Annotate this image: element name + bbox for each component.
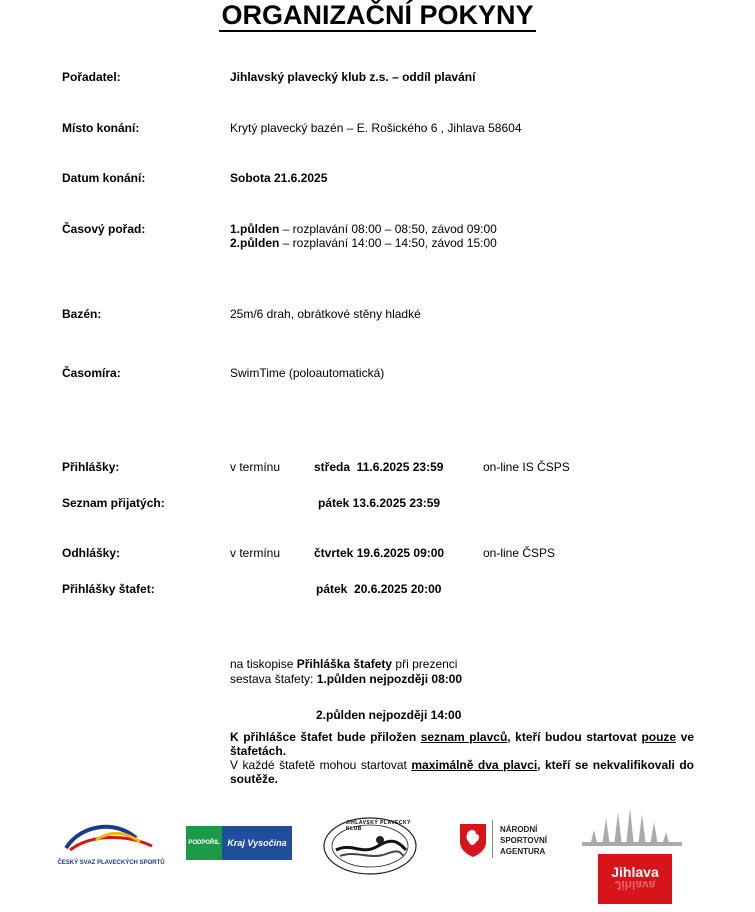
organizer-value: Jihlavský plavecký klub z.s. – oddíl plavání bbox=[230, 70, 476, 84]
jihlava-logo: Jihlava Jihlava bbox=[582, 808, 682, 908]
kraj-vysocina-logo: PODPOŘIL Kraj Vysočina bbox=[186, 826, 292, 860]
jihlava-skyline-icon bbox=[582, 808, 682, 848]
date-value: Sobota 21.6.2025 bbox=[230, 171, 328, 185]
relay-note-2: V každé štafetě mohou startovat maximálně dva plavci, kteří se nekvalifikovali do soutěže. bbox=[230, 758, 694, 786]
cssp-logo: ČESKÝ SVAZ PLAVECKÝCH SPORTŮ bbox=[56, 820, 166, 868]
schedule-label: Časový pořad: bbox=[62, 222, 146, 236]
accepted-list-date: pátek 13.6.2025 23:59 bbox=[318, 496, 441, 510]
pool-value: 25m/6 drah, obrátkové stěny hladké bbox=[230, 307, 421, 321]
entries-term: v termínu bbox=[230, 460, 281, 474]
accepted-list-label: Seznam přijatých: bbox=[62, 496, 165, 510]
withdrawals-date: čtvrtek 19.6.2025 09:00 bbox=[314, 546, 445, 560]
venue-value: Krytý plavecký bazén – E. Rošického 6 , Jihlava 58604 bbox=[230, 121, 522, 135]
relay-lineup-line: sestava štafety: 1.půlden nejpozději 08:00 bbox=[230, 672, 463, 686]
pool-label: Bazén: bbox=[62, 307, 102, 321]
relay-entries-date: pátek 20.6.2025 20:00 bbox=[316, 582, 442, 596]
timing-label: Časomíra: bbox=[62, 366, 121, 380]
nsa-logo: NÁRODNÍ SPORTOVNÍ AGENTURA bbox=[458, 822, 568, 862]
schedule-line-1: 1.půlden – rozplavání 08:00 – 08:50, závod 09:00 bbox=[230, 222, 497, 236]
cssp-swoosh-icon bbox=[56, 820, 166, 856]
relay-entries-label: Přihlášky štafet: bbox=[62, 582, 155, 596]
withdrawals-note: on-line ČSPS bbox=[483, 546, 556, 560]
entries-label: Přihlášky: bbox=[62, 460, 120, 474]
date-label: Datum konání: bbox=[62, 171, 146, 185]
lion-shield-icon bbox=[458, 822, 488, 858]
venue-label: Místo konání: bbox=[62, 121, 140, 135]
relay-form-line: na tiskopise Přihláška štafety při prezenci bbox=[230, 657, 458, 671]
page-title: ORGANIZAČNÍ POKYNY bbox=[221, 0, 534, 30]
relay-note-1: K přihlášce štafet bude přiložen seznam plavců, kteří budou startovat pouze ve štafetách. bbox=[230, 730, 694, 758]
organizer-label: Pořadatel: bbox=[62, 70, 121, 84]
club-logo: JIHLAVSKÝ PLAVECKÝ KLUB bbox=[322, 816, 418, 876]
withdrawals-term: v termínu bbox=[230, 546, 281, 560]
entries-date: středa 11.6.2025 23:59 bbox=[314, 460, 444, 474]
entries-note: on-line IS ČSPS bbox=[483, 460, 570, 474]
timing-value: SwimTime (poloautomatická) bbox=[230, 366, 385, 380]
schedule-line-2: 2.půlden – rozplavání 14:00 – 14:50, závod 15:00 bbox=[230, 236, 497, 250]
relay-lineup-line-2: 2.půlden nejpozději 14:00 bbox=[316, 708, 462, 722]
withdrawals-label: Odhlášky: bbox=[62, 546, 121, 560]
